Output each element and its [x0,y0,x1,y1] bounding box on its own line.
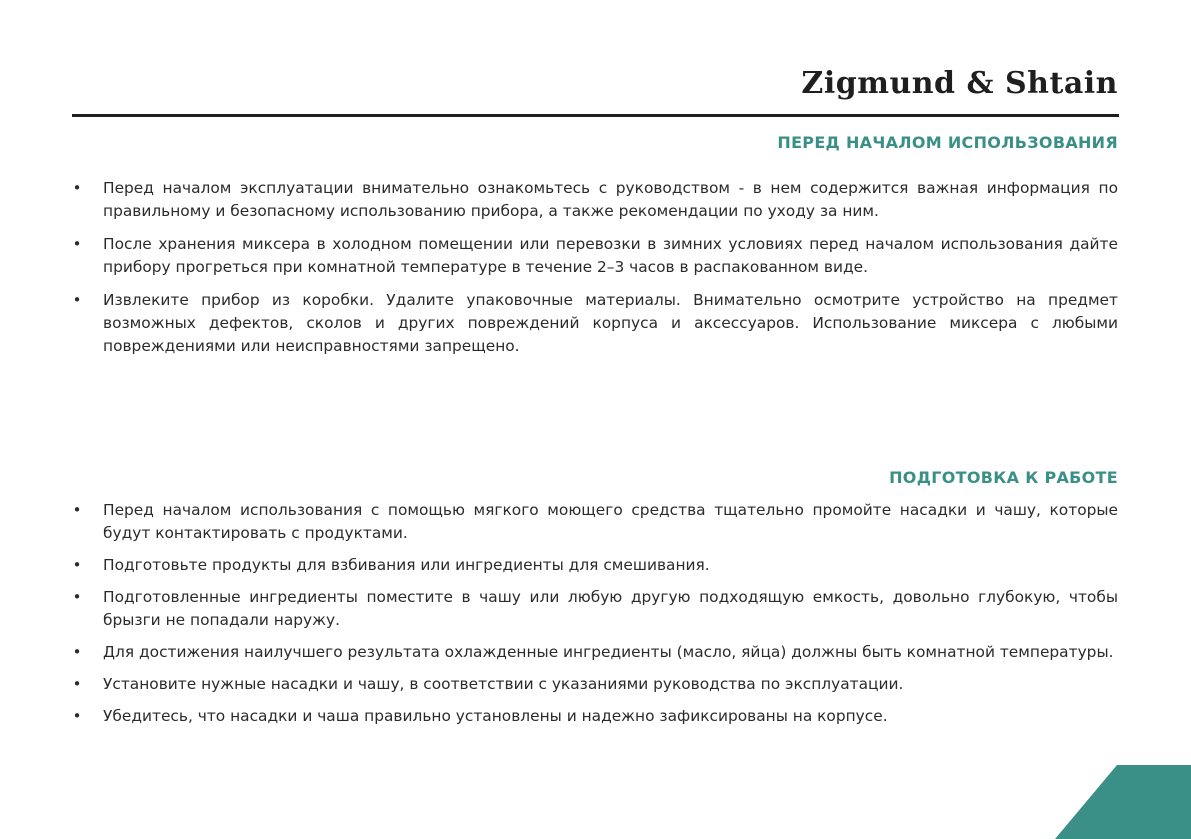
bullet-icon: • [72,643,82,661]
list-item-text: Перед началом эксплуатации внимательно ознакомьтесь с руководством - в нем содержится важная информация по правильному и безопасному использованию прибора, а также рекомендации по уходу за ним. [103,179,1118,220]
bullet-icon: • [72,556,82,574]
preparation-list [72,499,1118,737]
list-item-text: Установите нужные насадки и чашу, в соответствии с указаниями руководства по эксплуатации. [103,675,904,693]
list-item [72,233,1118,279]
list-item [72,554,1118,577]
before-use-list [72,177,1118,368]
bullet-icon: • [72,179,82,197]
list-item-text: Для достижения наилучшего результата охлажденные ингредиенты (масло, яйца) должны быть комнатной температуры. [103,643,1114,661]
bullet-icon: • [72,675,82,693]
list-item [72,673,1118,696]
brand-logo: Zigmund & Shtain [801,66,1118,101]
list-item [72,641,1118,664]
bullet-icon: • [72,291,82,309]
list-item-text: Подготовьте продукты для взбивания или ингредиенты для смешивания. [103,556,710,574]
section-heading-before-use: ПЕРЕД НАЧАЛОМ ИСПОЛЬЗОВАНИЯ [777,133,1118,152]
list-item-text: Подготовленные ингредиенты поместите в чашу или любую другую подходящую емкость, довольно глубокую, чтобы брызги не попадали наружу. [103,588,1118,629]
corner-triangle [1055,765,1191,839]
corner-decoration [1055,765,1191,839]
list-item-text: Перед началом использования с помощью мягкого моющего средства тщательно промойте насадки и чашу, которые будут контактировать с продуктами. [103,501,1118,542]
bullet-icon: • [72,707,82,725]
header-divider [72,114,1119,117]
section-heading-preparation: ПОДГОТОВКА К РАБОТЕ [889,468,1118,487]
list-item-text: Убедитесь, что насадки и чаша правильно установлены и надежно зафиксированы на корпусе. [103,707,888,725]
list-item-text: После хранения миксера в холодном помещении или перевозки в зимних условиях перед началом использования дайте прибору прогреться при комнатной температуре в течение 2–3 часов в распакованном виде. [103,235,1118,276]
list-item-text: Извлеките прибор из коробки. Удалите упаковочные материалы. Внимательно осмотрите устройство на предмет возможных дефектов, сколов и других повреждений корпуса и аксессуаров. Использование миксера с любыми повреждениями или неисправностями запрещено. [103,291,1118,355]
list-item [72,177,1118,223]
list-item [72,499,1118,545]
list-item [72,289,1118,358]
list-item [72,705,1118,728]
bullet-icon: • [72,501,82,519]
bullet-icon: • [72,235,82,253]
bullet-icon: • [72,588,82,606]
list-item [72,586,1118,632]
